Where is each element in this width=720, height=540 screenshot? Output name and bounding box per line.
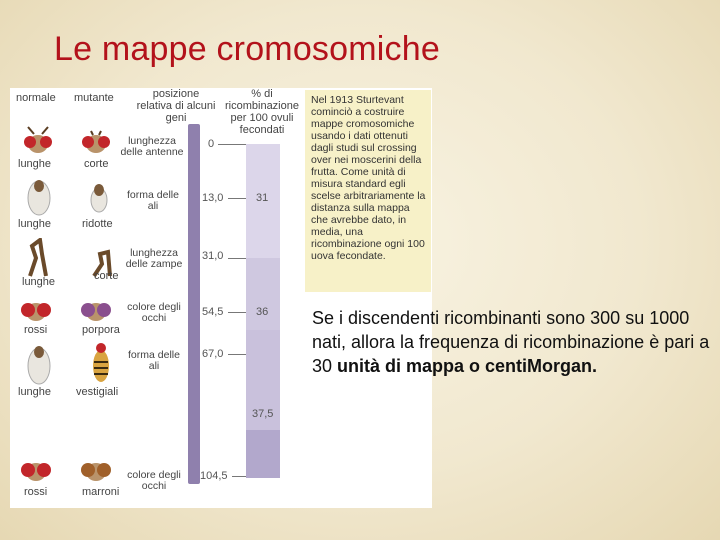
header-percent: % di ricombinazione per 100 ovuli fecondati (225, 88, 299, 136)
row4-trait: colore degli occhi (127, 301, 181, 324)
row5-trait: forma delle ali (128, 349, 180, 372)
row2-tick (228, 198, 246, 199)
row3-mutant-label: corte (94, 270, 119, 282)
percent-3: 37,5 (252, 408, 274, 420)
row6-normal-label: rossi (24, 486, 48, 498)
row2-mutant-label: ridotte (82, 218, 113, 230)
row2-normal-label: lunghe (18, 218, 52, 230)
scale-segment-4 (246, 430, 280, 478)
percent-1: 31 (256, 192, 269, 204)
row4-position: 54,5 (202, 306, 224, 318)
row4-normal-label: rossi (24, 324, 48, 336)
row5-mutant-label: vestigiali (76, 386, 119, 398)
historical-note-box (305, 90, 431, 292)
fly-mutant-antennae-icon (78, 126, 114, 158)
fly-normal-red-eyes-icon (18, 294, 54, 326)
row1-trait: lunghezza delle antenne (120, 135, 184, 158)
row3-position: 31,0 (202, 250, 224, 262)
row2-position: 13,0 (202, 192, 224, 204)
chromosome-bar (188, 124, 200, 484)
header-position: posizione relativa di alcuni geni (136, 88, 216, 124)
explanation-text-bold: unità di mappa o centiMorgan. (337, 356, 598, 376)
row1-normal-label: lunghe (18, 158, 52, 170)
fly-mutant-purple-eyes-icon (78, 294, 114, 326)
row4-mutant-label: porpora (82, 324, 120, 336)
percent-2: 36 (256, 306, 269, 318)
historical-note-text: Nel 1913 Sturtevant cominciò a costruire mappe cromosomiche usando i dati ottenuti dagli studi sul crossing over nei moscerini della frutta. Come unità di misura standard egli scelse arbitrariamente la distanza sulla mappa che avrebbe dato, in media, una ricombinazione ogni 100 uova fecondate. (311, 94, 426, 262)
fly-mutant-wings-icon (84, 180, 114, 216)
fly-mutant-vestigial-icon (86, 340, 116, 386)
row6-position: 104,5 (200, 470, 228, 482)
header-normal: normale (16, 92, 56, 104)
fly-mutant-brown-eyes-icon (78, 454, 114, 486)
row6-tick (232, 476, 246, 477)
row3-normal-label: lunghe (22, 276, 56, 288)
row6-trait: colore degli occhi (127, 469, 181, 492)
row1-mutant-label: corte (84, 158, 109, 170)
fly-normal-antennae-icon (20, 126, 56, 158)
fly-normal-red-eyes2-icon (18, 454, 54, 486)
row2-trait: forma delle ali (127, 189, 179, 212)
row5-normal-label: lunghe (18, 386, 52, 398)
row3-trait: lunghezza delle zampe (125, 247, 183, 270)
explanation-text-main: Se i discendenti ricombinanti sono 300 su 1000 nati, allora la frequenza di ricombinazione è pari a 30 (312, 308, 710, 376)
row1-position: 0 (208, 138, 215, 150)
fly-normal-legs-icon (22, 238, 52, 278)
explanation-text (312, 306, 710, 378)
row5-position: 67,0 (202, 348, 224, 360)
row3-tick (228, 258, 246, 259)
row5-tick (228, 354, 246, 355)
slide-title: Le mappe cromosomiche (54, 30, 440, 68)
scale-segment-2 (246, 258, 280, 330)
fly-normal-wings-icon (24, 176, 54, 218)
row6-mutant-label: marroni (82, 486, 120, 498)
fly-normal-wings2-icon (24, 342, 54, 386)
header-mutant: mutante (74, 92, 114, 104)
row1-tick (218, 144, 246, 145)
row4-tick (228, 312, 246, 313)
